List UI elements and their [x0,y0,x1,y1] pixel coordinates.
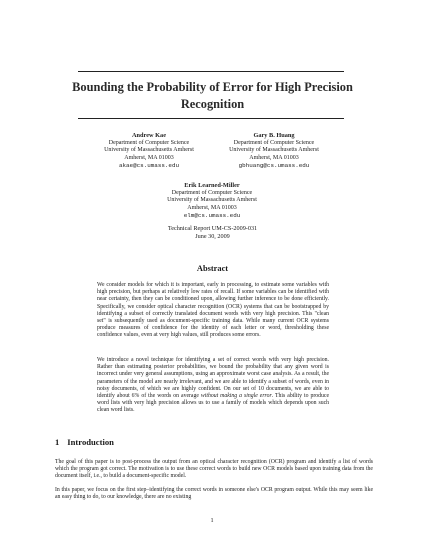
author-name: Erik Learned-Miller [184,182,240,189]
author-email[interactable]: akae@cs.umass.edu [118,162,180,170]
author-city: Amherst, MA 01003 [124,154,174,161]
author-university: University of Massachusetts Amherst [167,197,257,204]
section-number: 1 [55,437,60,447]
abstract-paragraph-1: We consider models for which it is important, early in processing, to estimate some variables with high precision, but perhaps at relatively low rates of recall. If some variables can be identified with near certainty, then they can be conditioned upon, allowing further inference to be done efficiently. Specifically, we consider optical character recognition (OCR) systems that can be bootstrapped by identifying a subset of correctly translated document words with very high precision. This "clean set" is subsequently used as document-specific training data. While many current OCR systems produce measures of confidence for the identity of each letter or word, thresholding these confidence values, even at very high values, still produces some errors. [97,282,329,339]
author-university: University of Massachusetts Amherst [229,147,319,154]
paper-title: Bounding the Probability of Error for High Precision Recognition [72,80,353,111]
author-block-3 [137,182,287,220]
report-info [110,225,315,241]
top-rule [78,71,344,72]
abstract-paragraph-2 [97,357,329,415]
author-name: Gary B. Huang [253,132,295,139]
author-city: Amherst, MA 01003 [249,154,299,161]
page-number: 1 [210,517,214,524]
author-department: Department of Computer Science [171,189,253,196]
author-city: Amherst, MA 01003 [187,204,237,211]
author-name: Andrew Kae [132,132,166,139]
intro-paragraph-1: The goal of this paper is to post-process the output from an optical character recognition (OCR) program and identify a list of words which the program got correct. The motivation is to use these correct words to build new OCR models based upon training data from the document itself, i.e., to build a document-specific model. [55,459,373,480]
bottom-rule [78,118,344,119]
author-department: Department of Computer Science [233,139,315,146]
author-block-2 [199,132,349,170]
report-number: Technical Report UM-CS-2009-031 [167,225,258,232]
abstract-text: We introduce a novel technique for identifying a set of correct words with very high precision. Rather than estimating posterior probabilities, we bound the probability that any given word is incorrect under very general assumptions, using an approximate worst case analysis. As a result, the parameters of the model are nearly irrelevant, and we are able to identify a subset of words, even in noisy documents, of which we are highly confident. On our set of 10 documents, we are able to identify about 6% of the words on average [97,357,329,400]
abstract-heading: Abstract [196,264,229,273]
author-university: University of Massachusetts Amherst [104,147,194,154]
abstract-text: . This ability to produce word lists with very high precision allows us to use a family of models which depends upon such clean word lists. [97,393,329,414]
section-heading [55,437,114,447]
author-email[interactable]: elm@cs.umass.edu [183,212,241,220]
author-department: Department of Computer Science [108,139,190,146]
report-date: June 30, 2009 [195,233,230,240]
intro-paragraph-2: In this paper, we focus on the first step–identifying the correct words in someone else's OCR program output. While this may seem like an easy thing to do, to our knowledge, there are no existing [55,487,373,501]
author-email[interactable]: gbhuang@cs.umass.edu [238,162,310,170]
section-title: Introduction [67,437,114,447]
abstract-emphasis: without making a single error [200,393,272,400]
